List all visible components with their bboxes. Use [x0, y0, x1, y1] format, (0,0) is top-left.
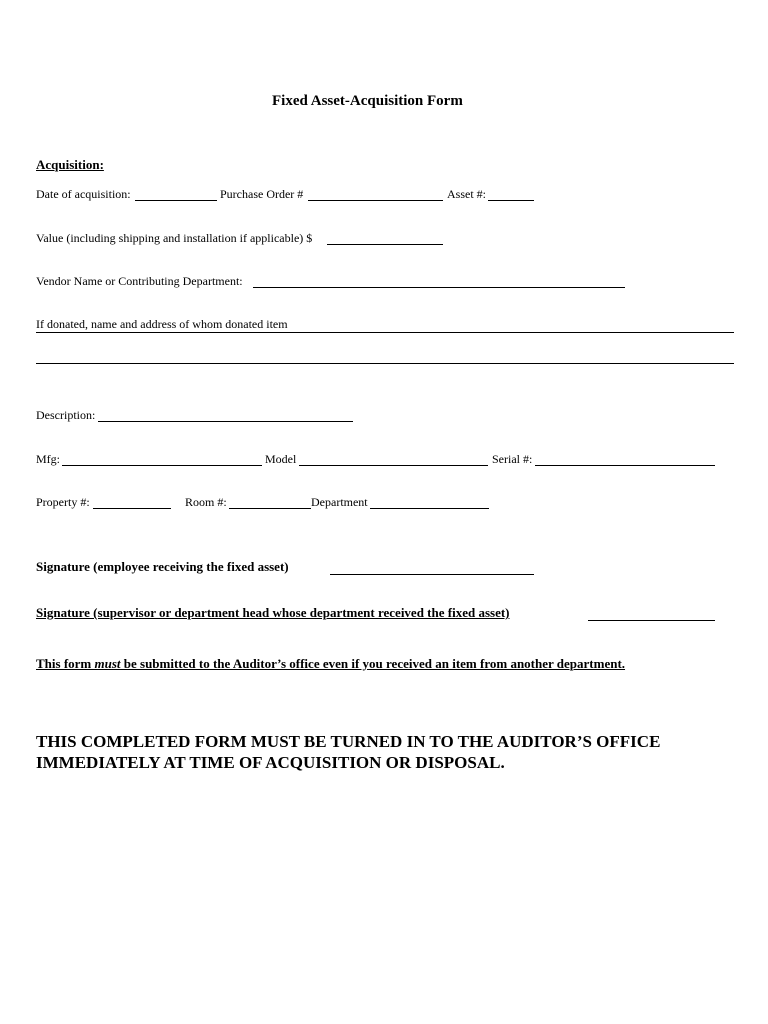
- property-field[interactable]: [93, 495, 171, 509]
- department-label: Department: [311, 495, 368, 509]
- vendor-field[interactable]: [253, 274, 625, 288]
- room-field[interactable]: [229, 495, 311, 509]
- notice-part1: This form: [36, 656, 95, 671]
- room-label: Room #:: [185, 495, 227, 509]
- asset-number-label: Asset #:: [447, 187, 486, 201]
- property-label: Property #:: [36, 495, 90, 509]
- donated-line-1[interactable]: [36, 332, 734, 333]
- page-title: Fixed Asset-Acquisition Form: [272, 93, 463, 109]
- submission-notice: [36, 656, 625, 672]
- purchase-order-label: Purchase Order #: [220, 187, 304, 201]
- notice-part2: be submitted to the Auditor’s office even if you received an item from another department.: [120, 656, 626, 671]
- serial-label: Serial #:: [492, 452, 533, 466]
- employee-signature-field[interactable]: [330, 559, 534, 575]
- footer-line-1: THIS COMPLETED FORM MUST BE TURNED IN TO THE AUDITOR’S OFFICE: [36, 732, 661, 751]
- supervisor-signature-label: Signature (supervisor or department head whose department received the fixed asset): [36, 605, 510, 620]
- donated-line-2[interactable]: [36, 363, 734, 364]
- donated-label: If donated, name and address of whom donated item: [36, 317, 288, 331]
- mfg-label: Mfg:: [36, 452, 60, 466]
- model-field[interactable]: [299, 452, 488, 466]
- date-of-acquisition-label: Date of acquisition:: [36, 187, 131, 201]
- department-field[interactable]: [370, 495, 489, 509]
- purchase-order-field[interactable]: [308, 187, 443, 201]
- notice-emphasis: must: [94, 656, 121, 671]
- supervisor-signature-field[interactable]: [588, 605, 715, 621]
- date-of-acquisition-field[interactable]: [135, 187, 217, 201]
- serial-field[interactable]: [535, 452, 715, 466]
- description-label: Description:: [36, 408, 96, 422]
- vendor-label: Vendor Name or Contributing Department:: [36, 274, 243, 288]
- model-label: Model: [265, 452, 297, 466]
- value-field[interactable]: [327, 231, 443, 245]
- description-field[interactable]: [98, 408, 353, 422]
- mfg-field[interactable]: [62, 452, 262, 466]
- section-heading-acquisition: Acquisition:: [36, 157, 104, 172]
- footer-line-2: IMMEDIATELY AT TIME OF ACQUISITION OR DISPOSAL.: [36, 753, 505, 772]
- value-label: Value (including shipping and installation if applicable) $: [36, 231, 313, 245]
- employee-signature-label: Signature (employee receiving the fixed asset): [36, 559, 289, 574]
- asset-number-field[interactable]: [488, 187, 534, 201]
